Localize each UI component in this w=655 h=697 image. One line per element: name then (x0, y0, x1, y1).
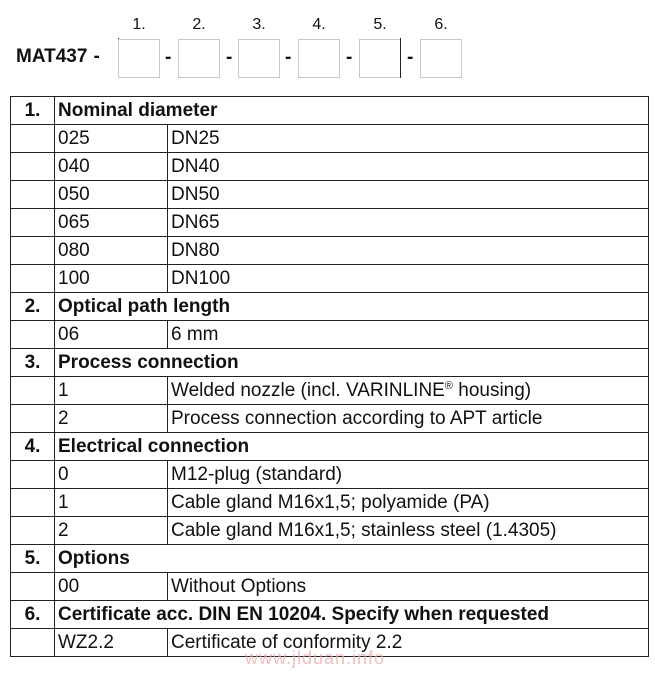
option-code: 0 (55, 461, 168, 489)
section-header-certificate (11, 601, 649, 629)
segment-dash-1: - (165, 47, 172, 68)
segment-number-1: 1. (132, 16, 146, 33)
section-header-nominal-diameter (11, 97, 649, 125)
section-number: 6. (11, 601, 55, 629)
option-code: 050 (55, 181, 168, 209)
option-description: DN65 (168, 209, 649, 237)
segment-box-5[interactable] (359, 39, 401, 78)
option-code: 06 (55, 321, 168, 349)
section-number: 4. (11, 433, 55, 461)
description-text: housing) (452, 380, 532, 401)
section-title: Optical path length (55, 293, 649, 321)
option-code: 080 (55, 237, 168, 265)
option-code: 2 (55, 405, 168, 433)
code-segment-3 (238, 14, 280, 36)
section-title: Certificate acc. DIN EN 10204. Specify when requested (55, 601, 649, 629)
option-code: 1 (55, 377, 168, 405)
option-code: 00 (55, 573, 168, 601)
option-code: 1 (55, 489, 168, 517)
code-segment-6 (420, 14, 462, 36)
segment-box-1[interactable] (118, 39, 160, 78)
table-row (11, 405, 649, 433)
table-row (11, 321, 649, 349)
section-header-optical-path-length (11, 293, 649, 321)
table-row (11, 181, 649, 209)
segment-box-2[interactable] (178, 39, 220, 78)
option-description: 6 mm (168, 321, 649, 349)
table-row (11, 237, 649, 265)
segment-box-4[interactable] (298, 39, 340, 78)
segment-box-3[interactable] (238, 39, 280, 78)
segment-number-6: 6. (434, 16, 448, 33)
option-code: 065 (55, 209, 168, 237)
table-row (11, 517, 649, 545)
option-code: 100 (55, 265, 168, 293)
code-segment-1 (118, 14, 160, 36)
section-title: Options (55, 545, 649, 573)
section-number: 2. (11, 293, 55, 321)
segment-number-5: 5. (373, 16, 387, 33)
segment-dash-2: - (226, 47, 233, 68)
table-row (11, 573, 649, 601)
option-description: DN25 (168, 125, 649, 153)
option-description: Without Options (168, 573, 649, 601)
segment-dash-4: - (346, 47, 353, 68)
registered-mark: ® (444, 380, 453, 392)
description-text: Welded nozzle (incl. VARINLINE (171, 380, 445, 401)
option-description: DN50 (168, 181, 649, 209)
option-description (168, 377, 649, 405)
segment-box-6[interactable] (420, 39, 462, 78)
section-number: 1. (11, 97, 55, 125)
section-title: Electrical connection (55, 433, 649, 461)
segment-number-4: 4. (312, 16, 326, 33)
segment-number-2: 2. (192, 16, 206, 33)
option-description: DN80 (168, 237, 649, 265)
code-divider-right (400, 38, 401, 78)
option-code: 2 (55, 517, 168, 545)
table-row (11, 461, 649, 489)
option-description: M12-plug (standard) (168, 461, 649, 489)
order-code-prefix (16, 46, 100, 68)
option-code: 040 (55, 153, 168, 181)
option-code: WZ2.2 (55, 629, 168, 657)
section-title: Nominal diameter (55, 97, 649, 125)
section-header-electrical-connection (11, 433, 649, 461)
specification-table (10, 96, 649, 657)
prefix-dash: - (93, 46, 100, 67)
section-header-process-connection (11, 349, 649, 377)
section-number: 5. (11, 545, 55, 573)
section-number: 3. (11, 349, 55, 377)
table-row (11, 153, 649, 181)
table-row (11, 265, 649, 293)
option-description: DN40 (168, 153, 649, 181)
product-code: MAT437 (16, 46, 88, 67)
order-code-row (0, 0, 655, 86)
table-row (11, 377, 649, 405)
segment-number-3: 3. (252, 16, 266, 33)
option-description: DN100 (168, 265, 649, 293)
code-segment-5 (359, 14, 401, 36)
table-row (11, 489, 649, 517)
code-segment-2 (178, 14, 220, 36)
table-row (11, 209, 649, 237)
section-header-options (11, 545, 649, 573)
table-row (11, 125, 649, 153)
section-title: Process connection (55, 349, 649, 377)
option-code: 025 (55, 125, 168, 153)
segment-dash-5: - (407, 47, 414, 68)
option-description: Cable gland M16x1,5; polyamide (PA) (168, 489, 649, 517)
option-description: Process connection according to APT article (168, 405, 649, 433)
option-description: Cable gland M16x1,5; stainless steel (1.4305) (168, 517, 649, 545)
watermark: www.jlduan.info (245, 648, 386, 668)
option-description: Certificate of conformity 2.2 (168, 629, 649, 657)
segment-dash-3: - (285, 47, 292, 68)
code-segment-4 (298, 14, 340, 36)
